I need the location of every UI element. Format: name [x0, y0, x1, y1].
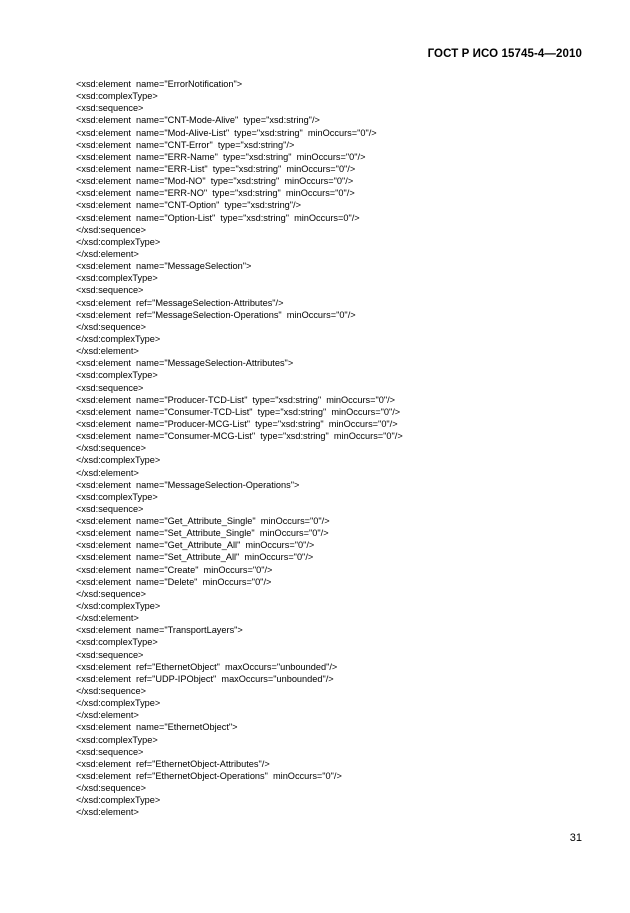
- page-header-standard-id: ГОСТ Р ИСО 15745-4—2010: [427, 48, 582, 60]
- code-line: </xsd:complexType>: [76, 455, 161, 466]
- code-line: </xsd:complexType>: [76, 236, 161, 247]
- code-line: <xsd:element ref="EthernetObject-Attributes"/>: [76, 758, 270, 769]
- code-line: <xsd:element name="Consumer-MCG-List" type="xsd:string" minOccurs="0"/>: [76, 431, 403, 442]
- code-line: <xsd:element name="ERR-NO" type="xsd:string" minOccurs="0"/>: [76, 188, 355, 199]
- code-line: <xsd:element name="Consumer-TCD-List" type="xsd:string" minOccurs="0"/>: [76, 406, 401, 417]
- code-line: <xsd:sequence>: [76, 103, 144, 114]
- code-line: </xsd:element>: [76, 467, 139, 478]
- code-line: </xsd:sequence>: [76, 443, 146, 454]
- code-line: <xsd:element name="Set_Attribute_Single" minOccurs="0"/>: [76, 528, 329, 539]
- code-line: <xsd:complexType>: [76, 637, 158, 648]
- code-line: </xsd:sequence>: [76, 224, 146, 235]
- code-line: </xsd:sequence>: [76, 588, 146, 599]
- code-line: <xsd:element name="Mod-NO" type="xsd:string" minOccurs="0"/>: [76, 176, 354, 187]
- code-line: </xsd:complexType>: [76, 795, 161, 806]
- code-line: <xsd:element name="Delete" minOccurs="0"/>: [76, 576, 272, 587]
- code-line: <xsd:element name="Get_Attribute_Single" minOccurs="0"/>: [76, 516, 330, 527]
- code-line: <xsd:element name="ErrorNotification">: [76, 79, 243, 89]
- code-line: <xsd:element name="Set_Attribute_All" minOccurs="0"/>: [76, 552, 314, 563]
- code-line: <xsd:element name="EthernetObject">: [76, 722, 238, 733]
- code-line: <xsd:element name="MessageSelection">: [76, 261, 252, 272]
- code-line: </xsd:element>: [76, 346, 139, 357]
- code-line: <xsd:element name="CNT-Mode-Alive" type="xsd:string"/>: [76, 115, 320, 126]
- code-line: <xsd:element ref="UDP-IPObject" maxOccurs="unbounded"/>: [76, 673, 334, 684]
- code-line: </xsd:element>: [76, 613, 139, 624]
- code-line: <xsd:element ref="EthernetObject" maxOccurs="unbounded"/>: [76, 661, 338, 672]
- code-line: </xsd:complexType>: [76, 601, 161, 612]
- code-line: <xsd:complexType>: [76, 370, 158, 381]
- code-line: <xsd:complexType>: [76, 491, 158, 502]
- code-line: <xsd:element name="CNT-Option" type="xsd:string"/>: [76, 200, 301, 211]
- code-line: <xsd:sequence>: [76, 649, 144, 660]
- code-line: <xsd:sequence>: [76, 503, 144, 514]
- code-line: <xsd:element ref="MessageSelection-Operations" minOccurs="0"/>: [76, 309, 356, 320]
- page-number: 31: [569, 832, 582, 844]
- code-line: </xsd:element>: [76, 807, 139, 818]
- code-line: </xsd:complexType>: [76, 333, 161, 344]
- code-line: <xsd:element name="MessageSelection-Operations">: [76, 479, 300, 490]
- code-line: <xsd:element name="Option-List" type="xsd:string" minOccurs=0"/>: [76, 212, 360, 223]
- code-line: <xsd:complexType>: [76, 734, 158, 745]
- code-line: <xsd:element name="Get_Attribute_All" minOccurs="0"/>: [76, 540, 315, 551]
- code-line: <xsd:element name="Producer-TCD-List" type="xsd:string" minOccurs="0"/>: [76, 394, 396, 405]
- code-line: <xsd:sequence>: [76, 285, 144, 296]
- code-line: <xsd:sequence>: [76, 382, 144, 393]
- code-line: <xsd:sequence>: [76, 746, 144, 757]
- code-line: <xsd:complexType>: [76, 91, 158, 102]
- code-line: <xsd:element name="Mod-Alive-List" type="xsd:string" minOccurs="0"/>: [76, 127, 377, 138]
- code-line: <xsd:element name="Producer-MCG-List" type="xsd:string" minOccurs="0"/>: [76, 418, 398, 429]
- code-line: </xsd:sequence>: [76, 783, 146, 794]
- code-line: </xsd:complexType>: [76, 698, 161, 709]
- code-line: </xsd:sequence>: [76, 686, 146, 697]
- code-line: <xsd:element name="Create" minOccurs="0"/>: [76, 564, 273, 575]
- code-line: </xsd:element>: [76, 248, 139, 259]
- code-line: <xsd:element ref="EthernetObject-Operations" minOccurs="0"/>: [76, 771, 342, 782]
- code-line: <xsd:element name="ERR-List" type="xsd:string" minOccurs="0"/>: [76, 163, 356, 174]
- code-line: <xsd:element name="MessageSelection-Attributes">: [76, 358, 294, 369]
- xsd-code-block: [76, 78, 576, 819]
- code-line: </xsd:element>: [76, 710, 139, 721]
- code-line: <xsd:element name="CNT-Error" type="xsd:string"/>: [76, 139, 295, 150]
- code-line: </xsd:sequence>: [76, 321, 146, 332]
- code-line: <xsd:element name="ERR-Name" type="xsd:string" minOccurs="0"/>: [76, 151, 366, 162]
- code-line: <xsd:complexType>: [76, 273, 158, 284]
- code-line: <xsd:element name="TransportLayers">: [76, 625, 243, 636]
- code-line: <xsd:element ref="MessageSelection-Attributes"/>: [76, 297, 284, 308]
